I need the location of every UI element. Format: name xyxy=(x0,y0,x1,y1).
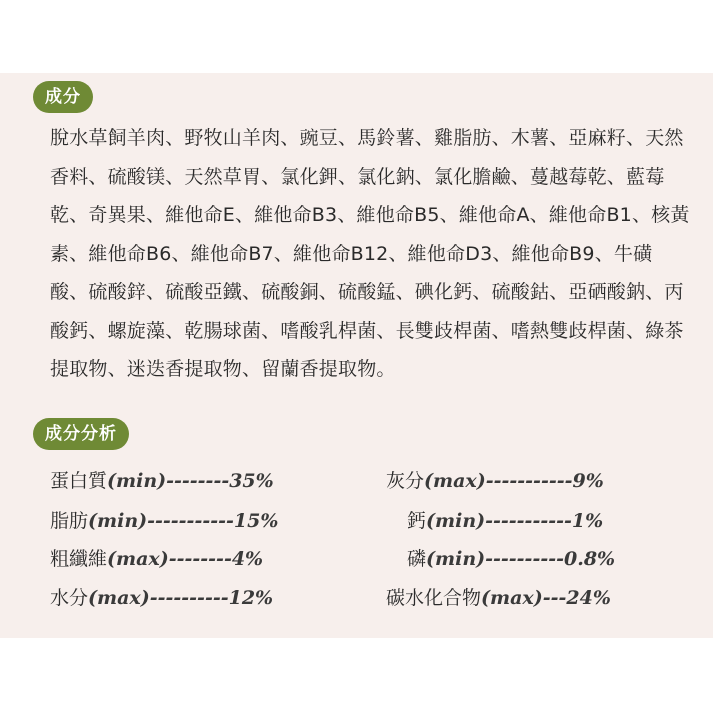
nutrient-spec: (max)-----------9% xyxy=(424,470,604,492)
nutrient-name: 水分 xyxy=(50,587,89,609)
analysis-row-fiber xyxy=(50,544,263,571)
nutrient-name: 脂肪 xyxy=(50,510,89,532)
nutrient-name: 鈣 xyxy=(407,510,427,532)
nutrient-name: 蛋白質 xyxy=(50,470,108,492)
nutrient-spec: (min)----------0.8% xyxy=(426,548,616,570)
nutrient-spec: (min)-----------15% xyxy=(88,510,279,532)
ingredients-badge: 成分 xyxy=(33,81,93,113)
nutrient-name: 灰分 xyxy=(386,470,425,492)
nutrient-spec: (min)-----------1% xyxy=(426,510,604,532)
nutrient-spec: (max)----------12% xyxy=(88,587,274,609)
analysis-row-calcium xyxy=(407,506,603,533)
analysis-row-moisture xyxy=(50,583,273,610)
analysis-row-fat xyxy=(50,506,278,533)
analysis-row-protein xyxy=(50,466,274,493)
analysis-badge: 成分分析 xyxy=(33,418,129,450)
nutrient-name: 碳水化合物 xyxy=(386,587,482,609)
nutrient-name: 磷 xyxy=(407,548,427,570)
analysis-row-phosphorus xyxy=(407,544,615,571)
nutrient-spec: (max)---24% xyxy=(481,587,611,609)
ingredients-text: 脫水草飼羊肉、野牧山羊肉、豌豆、馬鈴薯、雞脂肪、木薯、亞麻籽、天然香料、硫酸镁、天然草胃、氯化鉀、氯化鈉、氯化膽鹼、蔓越莓乾、藍莓乾、奇異果、維他命E、維他命B3、維他命B5、維他命A、維他命B1、核黃素、維他命B6、維他命B7、維他命B12、維他命D3、維他命B9、牛磺酸、硫酸鋅、硫酸亞鐵、硫酸銅、硫酸錳、碘化鈣、硫酸鈷、亞硒酸鈉、丙酸鈣、螺旋藻、乾腸球菌、嗜酸乳桿菌、長雙歧桿菌、嗜熱雙歧桿菌、綠茶提取物、迷迭香提取物、留蘭香提取物。 xyxy=(50,127,690,380)
nutrient-spec: (min)--------35% xyxy=(107,470,274,492)
analysis-row-carbohydrate xyxy=(386,583,611,610)
analysis-row-ash xyxy=(386,466,604,493)
nutrient-spec: (max)--------4% xyxy=(107,548,264,570)
nutrient-name: 粗纖維 xyxy=(50,548,108,570)
